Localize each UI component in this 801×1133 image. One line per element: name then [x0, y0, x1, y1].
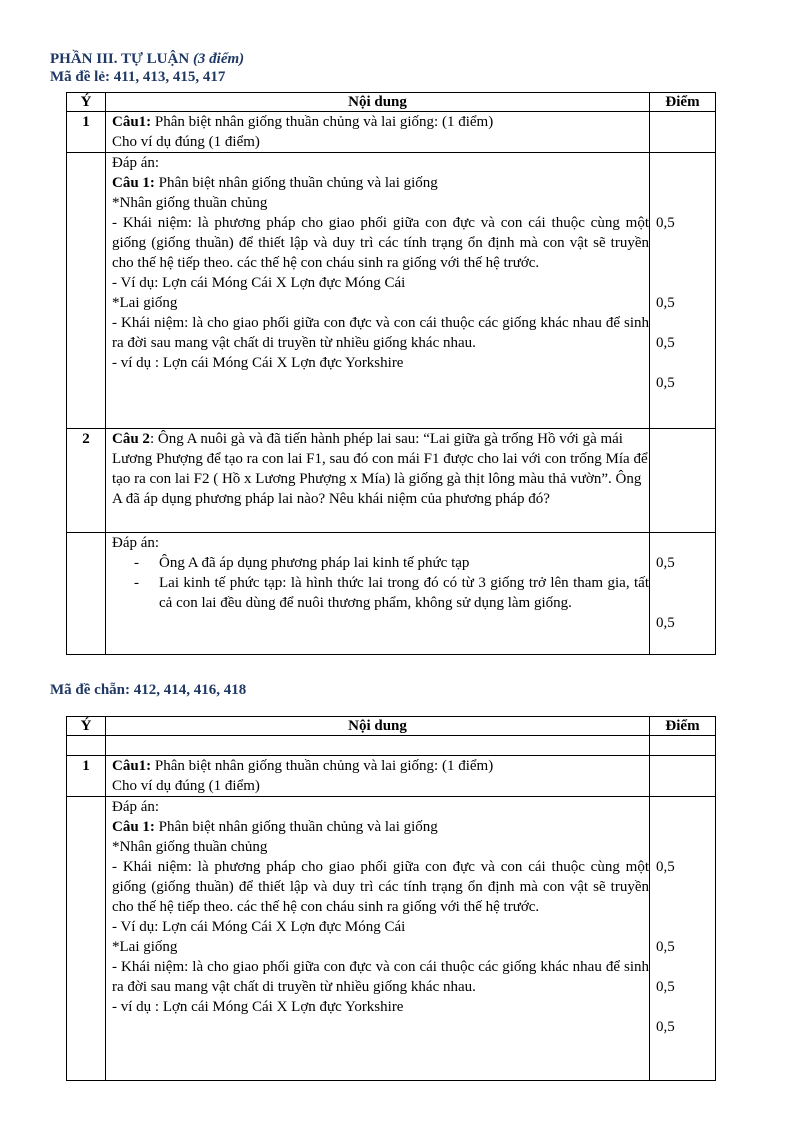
- even-answer-table: [66, 716, 716, 1081]
- odd-answer-table: [66, 92, 716, 655]
- table-row: [67, 153, 716, 429]
- table-header-row: [67, 717, 716, 736]
- points-cell: [650, 756, 716, 797]
- score: 0,5: [656, 859, 675, 875]
- example-requirement: Cho ví dụ đúng (1 điểm): [112, 134, 260, 150]
- row-number-empty: [67, 153, 106, 429]
- question-cell: [106, 756, 650, 797]
- question-text: Phân biệt nhân giống thuần chủng và lai giống: (1 điểm): [151, 114, 494, 130]
- answer-title-label: Câu 1:: [112, 175, 155, 191]
- score: 0,5: [656, 555, 675, 571]
- answer-title-label: Câu 1:: [112, 819, 155, 835]
- example-requirement: Cho ví dụ đúng (1 điểm): [112, 778, 260, 794]
- row-number-empty: [67, 797, 106, 1081]
- pure-example: - Ví dụ: Lợn cái Móng Cái X Lợn đực Móng Cái: [112, 275, 406, 291]
- question-label: Câu1:: [112, 114, 152, 130]
- cross-concept: - Khái niệm: là cho giao phối giữa con đực và con cái thuộc các giống khác nhau để sinh ra đời sau mang vật chất di truyền từ nhiều giống khác nhau.: [112, 315, 649, 351]
- answer-title: Phân biệt nhân giống thuần chủng và lai giống: [154, 819, 438, 835]
- table-row: [67, 112, 716, 153]
- answer-label: Đáp án:: [112, 799, 160, 815]
- answer-cell: [106, 153, 650, 429]
- row-number-empty: [67, 533, 106, 655]
- score: 0,5: [656, 295, 675, 311]
- pure-example: - Ví dụ: Lợn cái Móng Cái X Lợn đực Móng Cái: [112, 919, 406, 935]
- cross-heading: *Lai giống: [112, 939, 178, 955]
- cross-concept: - Khái niệm: là cho giao phối giữa con đực và con cái thuộc các giống khác nhau để sinh ra đời sau mang vật chất di truyền từ nhiều giống khác nhau.: [112, 959, 649, 995]
- header-points: Điểm: [650, 93, 716, 112]
- question-cell: [106, 429, 650, 533]
- table-row: [67, 533, 716, 655]
- part-title-text: PHẦN III. TỰ LUẬN: [50, 51, 190, 67]
- header-y: Ý: [67, 93, 106, 112]
- question-label: Câu1:: [112, 758, 152, 774]
- odd-heading: Mã đề lẻ: 411, 413, 415, 417: [50, 69, 226, 85]
- points-cell: [650, 533, 716, 655]
- empty-cell: [106, 736, 650, 756]
- question-text: Phân biệt nhân giống thuần chủng và lai giống: (1 điểm): [151, 758, 494, 774]
- list-item: - Lai kinh tế phức tạp: là hình thức lai trong đó có từ 3 giống trở lên tham gia, tất cả con lai đều dùng để nuôi thương phẩm, không sử dụng làm giống.: [134, 573, 649, 613]
- part-points: (3 điểm): [192, 51, 245, 67]
- score: 0,5: [656, 215, 675, 231]
- even-heading: Mã đề chẵn: 412, 414, 416, 418: [50, 682, 247, 698]
- answer-cell: [106, 533, 650, 655]
- score: 0,5: [656, 939, 675, 955]
- row-number: 1: [67, 112, 106, 153]
- pure-heading: *Nhân giống thuần chủng: [112, 839, 268, 855]
- pure-heading: *Nhân giống thuần chủng: [112, 195, 268, 211]
- row-number: 2: [67, 429, 106, 533]
- score: 0,5: [656, 1019, 675, 1035]
- empty-cell: [650, 736, 716, 756]
- table-row: [67, 756, 716, 797]
- header-points: Điểm: [650, 717, 716, 736]
- score: 0,5: [656, 335, 675, 351]
- points-cell: [650, 112, 716, 153]
- answer-label: Đáp án:: [112, 535, 160, 551]
- table-row: [67, 736, 716, 756]
- answer-list: [112, 553, 649, 613]
- score: 0,5: [656, 979, 675, 995]
- header-y: Ý: [67, 717, 106, 736]
- table-row: [67, 797, 716, 1081]
- cross-example: - ví dụ : Lợn cái Móng Cái X Lợn đực Yorkshire: [112, 999, 404, 1015]
- answer-title: Phân biệt nhân giống thuần chủng và lai giống: [154, 175, 438, 191]
- score: 0,5: [656, 615, 675, 631]
- header-content: Nội dung: [106, 93, 650, 112]
- points-cell: [650, 153, 716, 429]
- points-cell: [650, 429, 716, 533]
- pure-concept: - Khái niệm: là phương pháp cho giao phối giữa con đực và con cái thuộc cùng một giống (giống thuần) để thiết lập và duy trì các tính trạng ổn định mà con vật sẽ truyền cho thế hệ tiếp theo. các thế hệ con cháu sinh ra giống với thế hệ trước.: [112, 859, 649, 915]
- points-cell: [650, 797, 716, 1081]
- question-text: : Ông A nuôi gà và đã tiến hành phép lai sau: “Lai giữa gà trống Hồ với gà mái Lương Phượng để tạo ra con lai F1, sau đó con mái F1 được cho lai với con trống Mía để tạo ra con lai F2 ( Hồ x Lương Phượng x Mía) là giống gà thịt lông màu thả vườn”. Ông A đã áp dụng phương pháp lai nào? Nêu khái niệm của phương pháp đó?: [112, 431, 648, 507]
- part-title: [50, 50, 244, 68]
- pure-concept: - Khái niệm: là phương pháp cho giao phối giữa con đực và con cái thuộc cùng một giống (giống thuần) để thiết lập và duy trì các tính trạng ổn định mà con vật sẽ truyền cho thế hệ tiếp theo. các thế hệ con cháu sinh ra giống với thế hệ trước.: [112, 215, 649, 271]
- header-content: Nội dung: [106, 717, 650, 736]
- question-cell: [106, 112, 650, 153]
- cross-example: - ví dụ : Lợn cái Móng Cái X Lợn đực Yorkshire: [112, 355, 404, 371]
- table-header-row: [67, 93, 716, 112]
- answer-label: Đáp án:: [112, 155, 160, 171]
- score: 0,5: [656, 375, 675, 391]
- row-number: 1: [67, 756, 106, 797]
- table-row: [67, 429, 716, 533]
- empty-cell: [67, 736, 106, 756]
- question-label: Câu 2: [112, 431, 150, 447]
- list-item: - Ông A đã áp dụng phương pháp lai kinh tế phức tạp: [134, 553, 649, 573]
- cross-heading: *Lai giống: [112, 295, 178, 311]
- answer-cell: [106, 797, 650, 1081]
